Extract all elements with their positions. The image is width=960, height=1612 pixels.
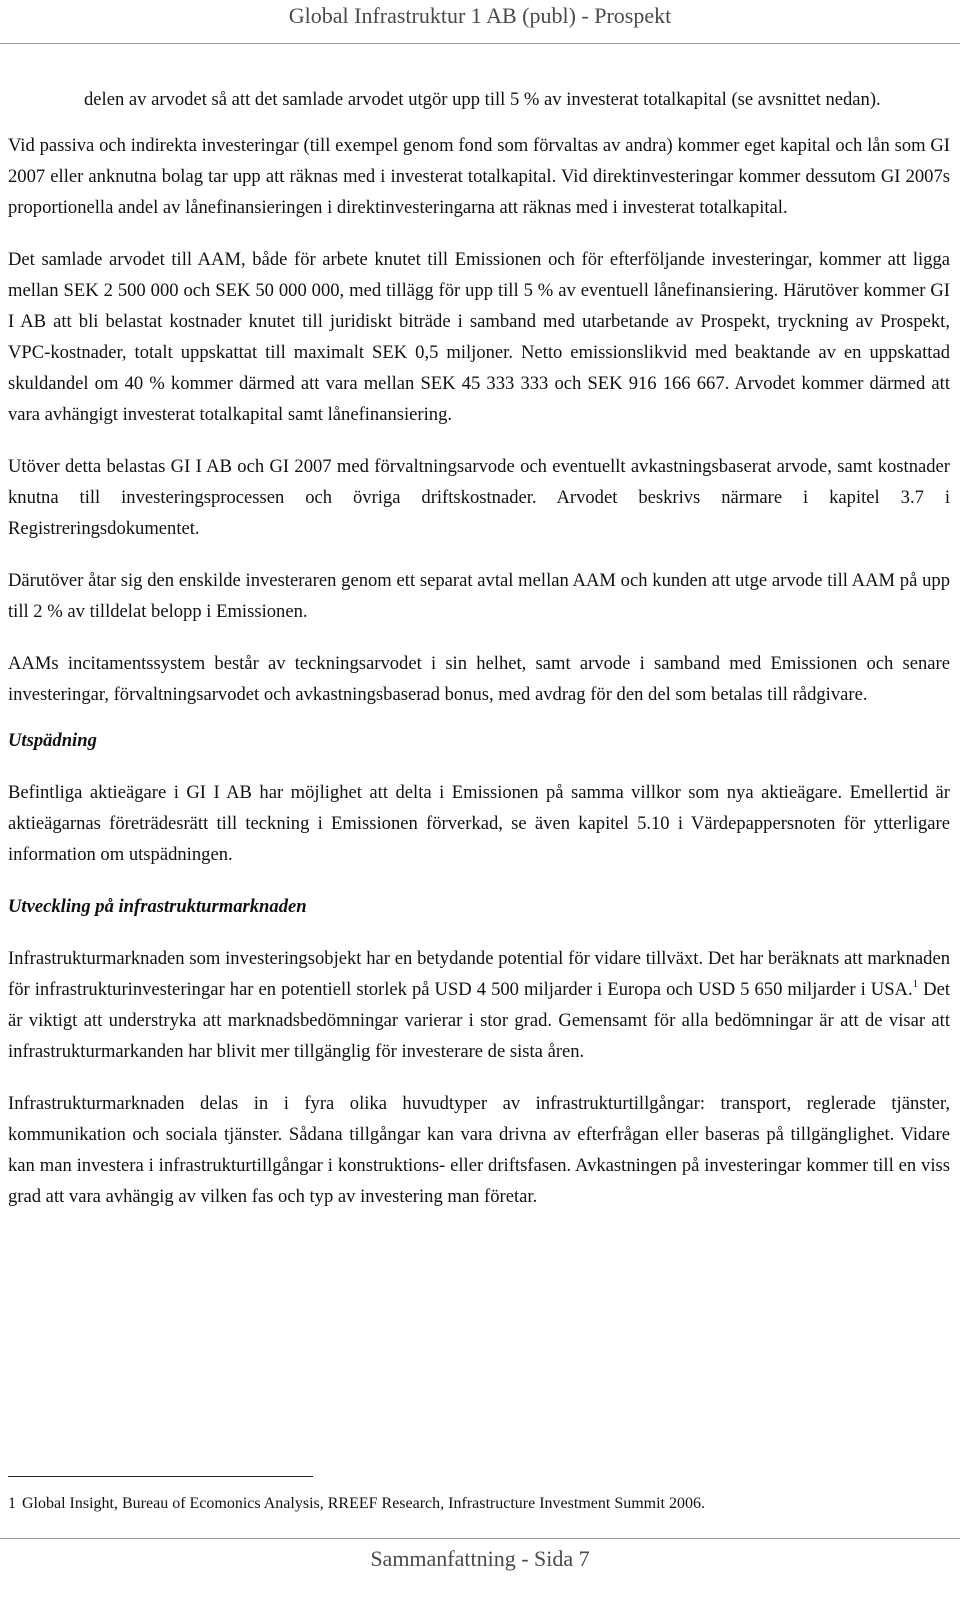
paragraph-fee-intro: delen av arvodet så att det samlade arvodet utgör upp till 5 % av investerat totalkapital (se avsnittet nedan). bbox=[84, 89, 881, 110]
document-body bbox=[8, 84, 950, 1233]
page-header: Global Infrastruktur 1 AB (publ) - Prospekt bbox=[288, 3, 672, 28]
footnote-divider bbox=[8, 1476, 313, 1477]
footnote-text: Global Insight, Bureau of Ecomonics Analysis, RREEF Research, Infrastructure Investment Summit 2006. bbox=[22, 1495, 705, 1512]
page-footer: Sammanfattning - Sida 7 bbox=[370, 1546, 590, 1571]
paragraph-market-size bbox=[8, 943, 950, 1067]
paragraph-total-fee: Det samlade arvodet till AAM, både för arbete knutet till Emissionen och för efterföljande investeringar, kommer att ligga mellan SEK 2 500 000 och SEK 50 000 000, med tillägg för upp till 5 % av eventuell lånefinansiering. Härutöver kommer GI I AB att bli belastat kostnader knutet till juridiskt biträde i samband med utarbetande av Prospekt, tryckning av Prospekt, VPC-kostnader, totalt uppskattat till maximalt SEK 0,5 miljoner. Netto emissionslikvid med beaktande av en uppskattad skuldandel om 40 % kommer därmed att vara mellan SEK 45 333 333 och SEK 916 166 667. Arvodet kommer därmed att vara avhängigt investerat totalkapital samt lånefinansiering. bbox=[8, 249, 950, 425]
paragraph-investments: Vid passiva och indirekta investeringar (till exempel genom fond som förvaltas av andra) kommer eget kapital och lån som GI 2007 eller anknutna bolag tar upp att räknas med i investerat totalkapital. Vid direktinvesteringar kommer dessutom GI 2007s proportionella andel av lånefinansieringen i direktinvesteringarna att räknas med i investerat totalkapital. bbox=[8, 135, 950, 218]
market-size-text: Infrastrukturmarknaden som investeringsobjekt har en betydande potential för vidare tillväxt. Det har beräknats att marknaden för infrastrukturinvesteringar har en potentiell storlek på USD 4 500 miljarder i Europa och USD 5 650 miljarder i USA. bbox=[8, 948, 950, 1000]
paragraph-management-fee: Utöver detta belastas GI I AB och GI 2007 med förvaltningsarvode och eventuellt avkastningsbaserat arvode, samt kostnader knutna till investeringsprocessen och övriga driftskostnader. Arvodet beskrivs närmare i kapitel 3.7 i Registreringsdokumentet. bbox=[8, 456, 950, 539]
footnote-reference[interactable]: 1 bbox=[912, 978, 919, 990]
paragraph-investor-fee: Därutöver åtar sig den enskilde investeraren genom ett separat avtal mellan AAM och kunden att utge arvode till AAM på upp till 2 % av tilldelat belopp i Emissionen. bbox=[8, 570, 950, 622]
paragraph-dilution: Befintliga aktieägare i GI I AB har möjlighet att delta i Emissionen på samma villkor som nya aktieägare. Emellertid är aktieägarnas företrädesrätt till teckning i Emissionen förverkad, se även kapitel 5.10 i Värdepappersnoten för ytterligare information om utspädningen. bbox=[8, 782, 950, 865]
market-size-text-cont: Det är viktigt att understryka att marknadsbedömningar varierar i stor grad. Gemensamt för alla bedömningar är att de visar att infrastrukturmarkanden har blivit mer tillgänglig för investerare de sista åren. bbox=[8, 979, 950, 1062]
section-heading-dilution: Utspädning bbox=[8, 730, 97, 751]
header-divider bbox=[0, 43, 960, 44]
footer-divider bbox=[0, 1538, 960, 1539]
footnote bbox=[8, 1493, 950, 1515]
paragraph-incentives: AAMs incitamentssystem består av teckningsarvodet i sin helhet, samt arvode i samband med Emissionen och senare investeringar, förvaltningsarvodet och avkastningsbaserad bonus, med avdrag för den del som betalas till rådgivare. bbox=[8, 653, 950, 705]
paragraph-market-types: Infrastrukturmarknaden delas in i fyra olika huvudtyper av infrastrukturtillgångar: transport, reglerade tjänster, kommunikation och sociala tjänster. Sådana tillgångar kan vara drivna av efterfrågan eller baseras på tillgänglighet. Vidare kan man investera i infrastrukturtillgångar i konstruktions- eller driftsfasen. Avkastningen på investeringar kommer till en viss grad att vara avhängig av vilken fas och typ av investering man företar. bbox=[8, 1093, 950, 1207]
section-heading-market: Utveckling på infrastrukturmarknaden bbox=[8, 896, 307, 917]
footnote-number: 1 bbox=[8, 1495, 16, 1512]
